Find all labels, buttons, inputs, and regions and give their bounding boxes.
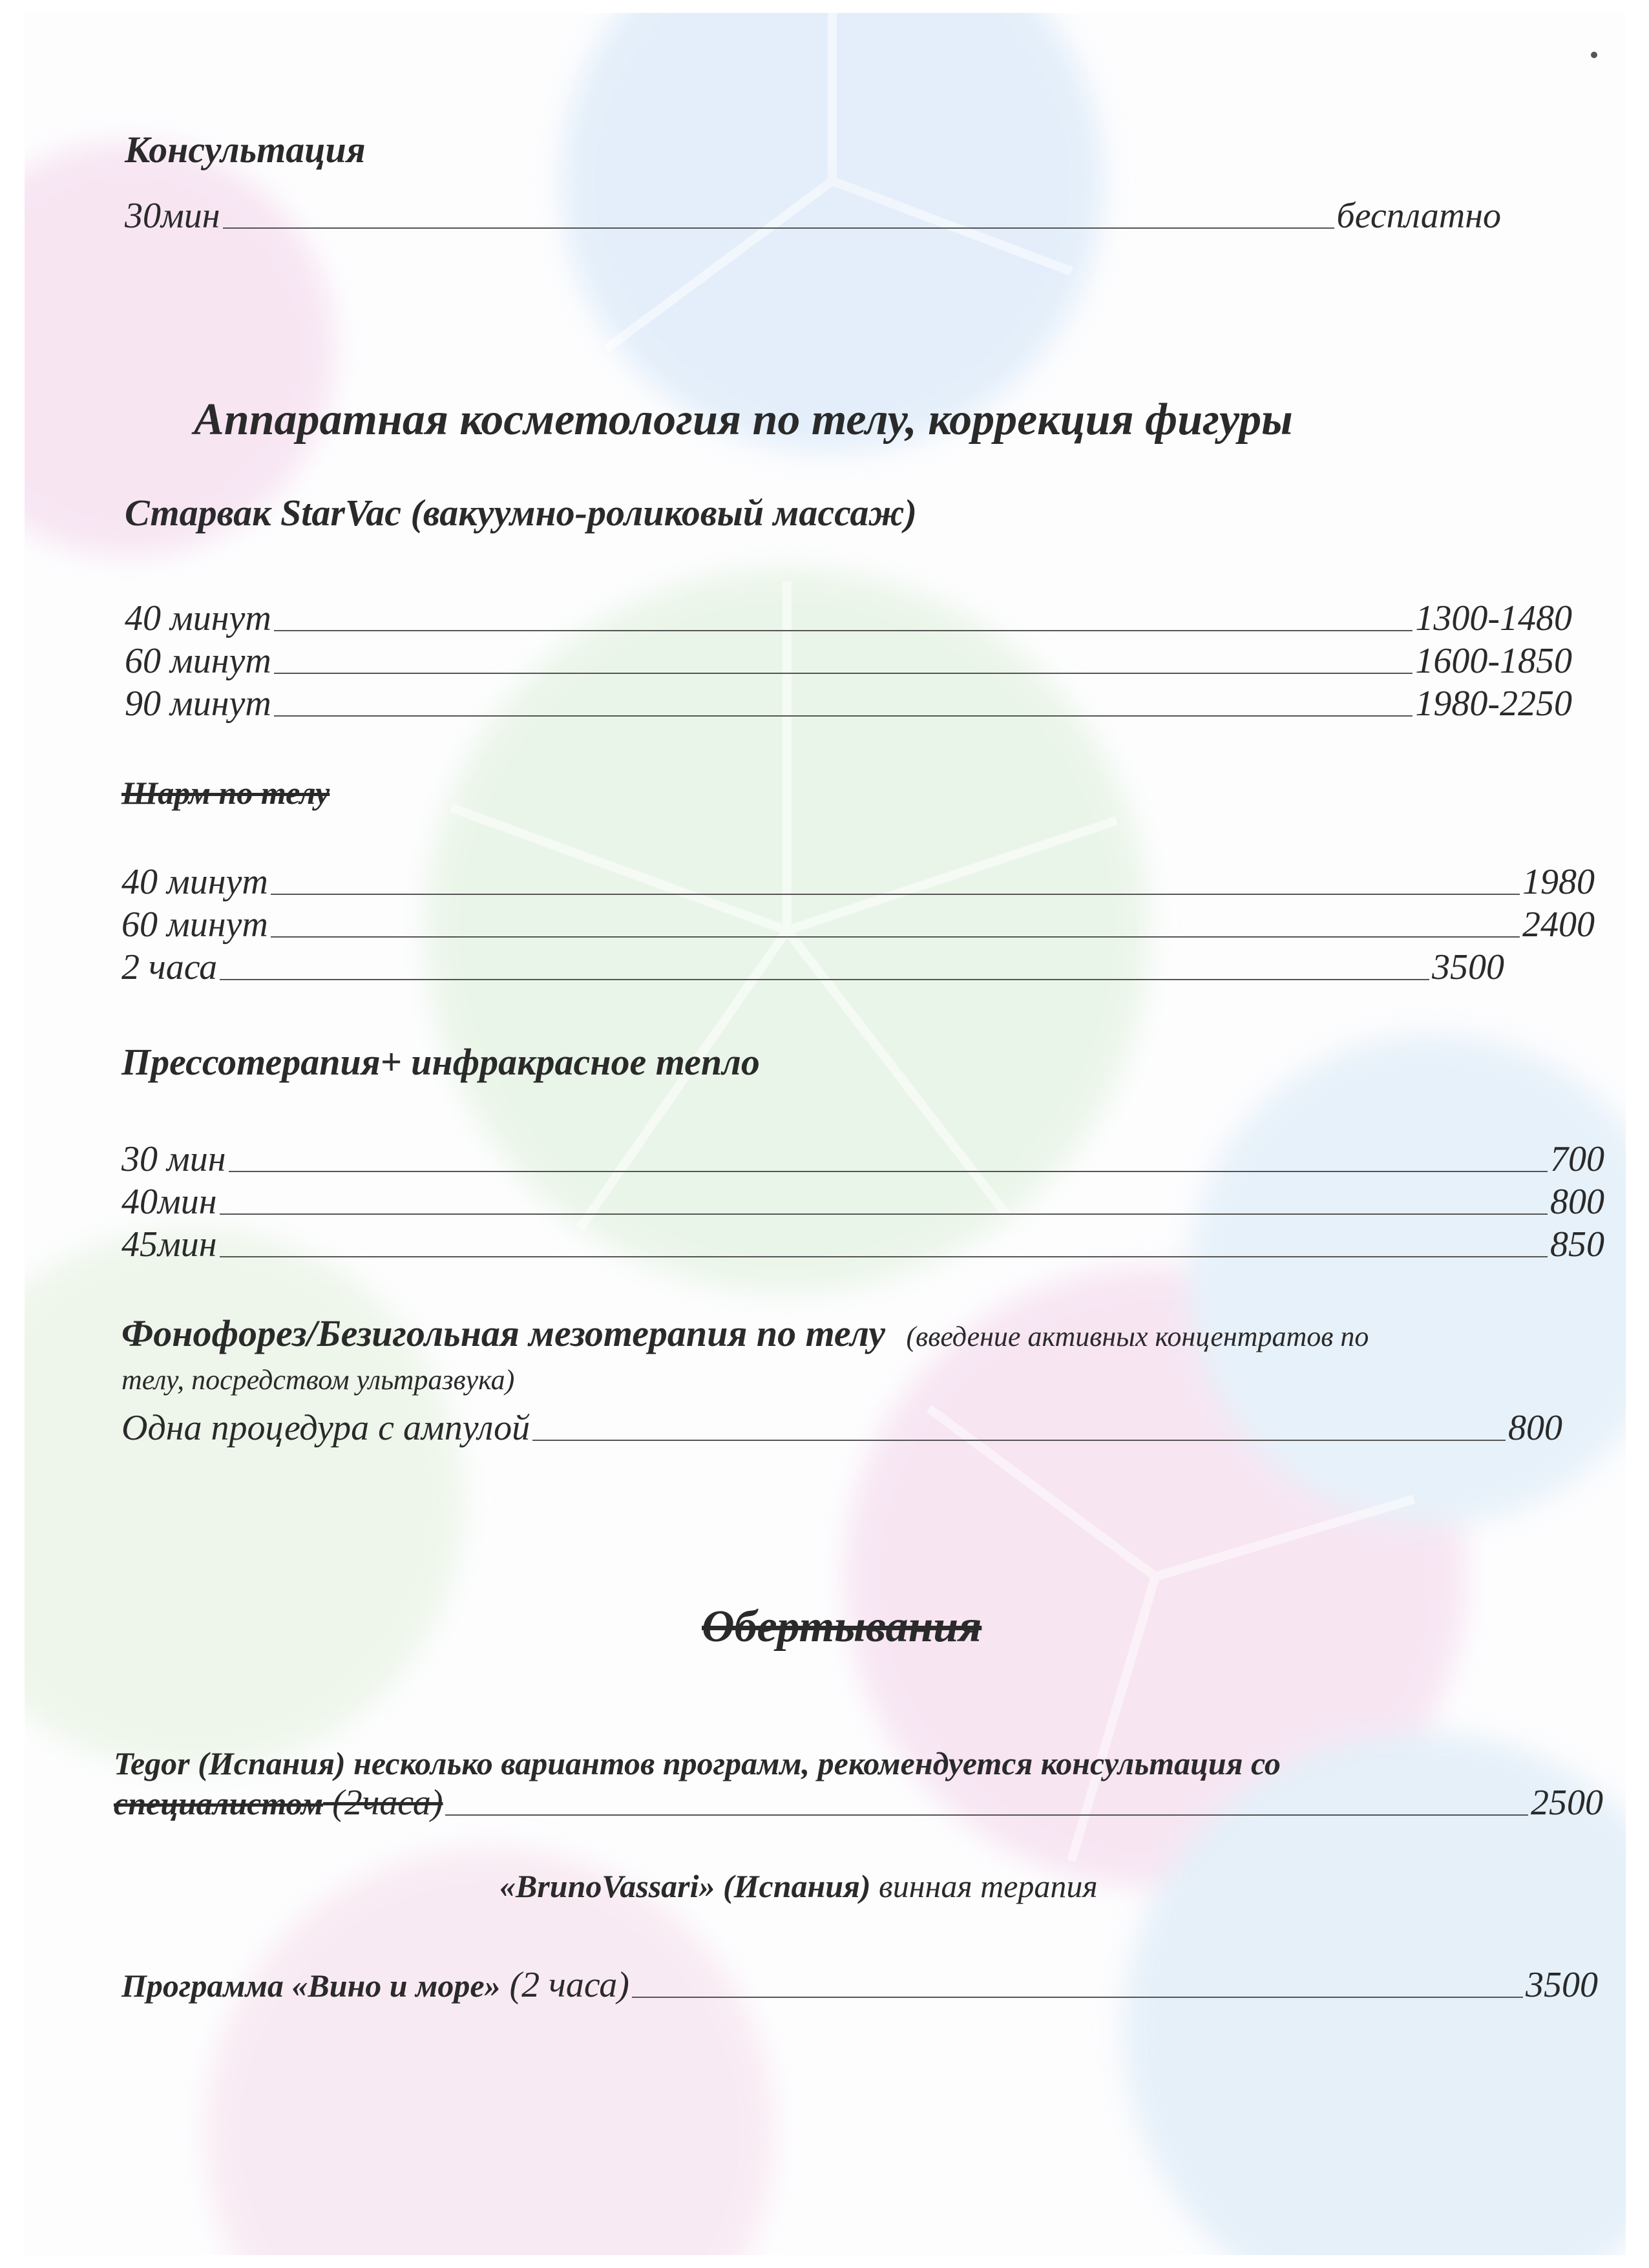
charm-title: Шарм по телу [121,775,330,811]
phono-note-line2: телу, посредством ультразвука) [121,1364,515,1396]
tegor-row: специалистом (2часа) 2500 [114,1783,1603,1823]
green-citrus-slice-left [25,1228,464,1770]
consultation-duration: 30мин [125,196,220,236]
presso-title: Прессотерапия+ инфракрасное тепло [121,1041,760,1083]
phono-row: Одна процедура с ампулой 800 [121,1408,1562,1448]
menu-page [25,13,1626,2255]
presso-row: 45мин 850 [121,1224,1604,1265]
program-row: Программа «Вино и море» (2 часа) 3500 [121,1965,1598,2005]
leader-line [223,227,1334,229]
citrus-background [25,13,1626,2255]
starvac-title: Старвак StarVac (вакуумно-роликовый массаж) [125,492,917,534]
starvac-row: 90 минут 1980-2250 [125,684,1572,724]
starvac-row: 60 минут 1600-1850 [125,641,1572,681]
presso-row: 30 мин 700 [121,1139,1604,1179]
hardware-section-title: Аппаратная косметология по телу, коррекция фигуры [194,395,1293,445]
consultation-title: Консультация [125,129,366,171]
phono-title-text: Фонофорез/Безигольная мезотерапия по телу [121,1312,885,1354]
tegor-line1: Tegor (Испания) несколько вариантов программ, рекомендуется консультация со [114,1745,1281,1781]
tegor-line2: специалистом (2часа) [114,1783,443,1823]
charm-row: 40 минут 1980 [121,862,1595,902]
charm-row: 2 часа 3500 [121,947,1504,987]
scan-dot [1591,52,1597,58]
presso-row: 40мин 800 [121,1182,1604,1222]
charm-row: 60 минут 2400 [121,905,1595,945]
consultation-row [125,195,1501,236]
wraps-section-title: Обертывания [702,1602,982,1652]
pink-citrus-slice-bottom [205,1848,774,2255]
starvac-row: 40 минут 1300-1480 [125,598,1572,638]
bruno-title: «BrunoVassari» (Испания) винная терапия [499,1868,1098,1904]
phono-title [121,1312,1369,1355]
phono-note-line1: (введение активных концентратов по [906,1321,1369,1352]
consultation-price: бесплатно [1336,196,1501,236]
